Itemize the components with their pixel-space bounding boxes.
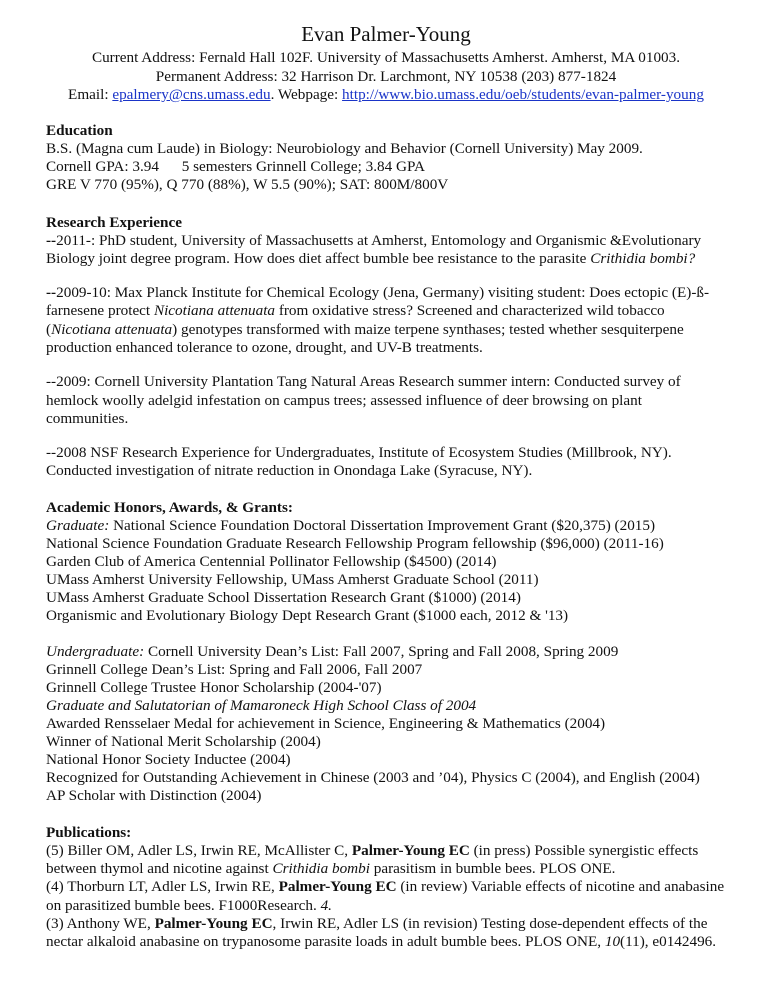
publication-text: (4) Thorburn LT, Adler LS, Irwin RE, [46, 878, 275, 896]
honor-item: Recognized for Outstanding Achievement in Chinese (2003 and ’04), Physics C (2004), and English (2004) [46, 768, 700, 786]
research-item [46, 232, 726, 269]
honor-item [46, 517, 726, 535]
research-item [46, 284, 726, 357]
publication-text: (in review) Variable effects of nicotine and anabasine on parasitized bumble bees. F1000Research. [46, 878, 725, 914]
honor-text: Cornell University Dean’s List: Fall 2007, Spring and Fall 2008, Spring 2009 [147, 642, 619, 660]
current-address: Current Address: Fernald Hall 102F. University of Massachusetts Amherst. Amherst, MA 01003. [91, 49, 681, 66]
publication-item [46, 915, 726, 952]
research-item-text: 2011-: PhD student, University of Massachusetts at Amherst, Entomology and Organismic &Evolutionary Biology joint degree program. How does diet affect bumble bee resistance to the parasite [46, 231, 702, 267]
webpage-link[interactable]: http://www.bio.umass.edu/oeb/students/evan-palmer-young [342, 86, 704, 103]
highschool-heading: Graduate and Salutatorian of Mamaroneck High School Class of 2004 [46, 696, 477, 714]
publication-author-bold: Palmer-Young EC [154, 914, 273, 932]
resume-page [46, 22, 726, 952]
education-line: Cornell GPA: 3.94 5 semesters Grinnell College; 3.84 GPA [46, 157, 425, 175]
research-item-italic: Nicotiana attenuata [51, 320, 173, 338]
research-section [46, 214, 726, 481]
publications-heading: Publications: [46, 823, 132, 841]
contact-line [46, 86, 726, 105]
honor-text: National Science Foundation Doctoral Dissertation Improvement Grant ($20,375) (2015) [113, 516, 656, 534]
honor-item: National Honor Society Inductee (2004) [46, 750, 291, 768]
email-link[interactable]: epalmery@cns.umass.edu [112, 86, 271, 103]
research-heading: Research Experience [46, 213, 182, 231]
honor-item: Awarded Rensselaer Medal for achievement in Science, Engineering & Mathematics (2004) [46, 714, 606, 732]
research-item-italic: Nicotiana attenuata [153, 302, 276, 320]
honor-item: UMass Amherst University Fellowship, UMass Amherst Graduate School (2011) [46, 570, 539, 588]
honor-item [46, 697, 726, 715]
publication-text: (11), e0142496. [620, 933, 717, 951]
publication-item [46, 842, 726, 879]
education-line: B.S. (Magna cum Laude) in Biology: Neurobiology and Behavior (Cornell University) May 2009. [46, 139, 643, 157]
honor-item: AP Scholar with Distinction (2004) [46, 786, 262, 804]
publication-text: (3) Anthony WE, [46, 914, 151, 932]
publication-author-bold: Palmer-Young EC [351, 841, 470, 859]
publication-italic: 10 [604, 933, 621, 951]
permanent-address: Permanent Address: 32 Harrison Dr. Larchmont, NY 10538 (203) 877-1824 [155, 67, 617, 85]
honor-item: UMass Amherst Graduate School Dissertation Research Grant ($1000) (2014) [46, 588, 521, 606]
webpage-label: . Webpage: [270, 86, 339, 103]
honor-item [46, 643, 726, 661]
email-label: Email: [68, 86, 109, 103]
undergraduate-label: Undergraduate: [46, 642, 145, 660]
research-item-italic: Crithidia bombi? [590, 249, 696, 267]
publication-text: (in press) Possible synergistic effects between thymol and nicotine against [46, 841, 699, 878]
research-item-text: ) genotypes transformed with maize terpene synthases; tested whether sesquiterpene production enhanced tolerance to ozone, drought, and UV-B treatments. [46, 320, 684, 356]
education-section [46, 122, 726, 194]
honor-item: Garden Club of America Centennial Pollinator Fellowship ($4500) (2014) [46, 552, 497, 570]
research-item-marker: -- [46, 284, 57, 302]
honor-item: Grinnell College Dean’s List: Spring and Fall 2006, Fall 2007 [46, 660, 423, 678]
honor-item: Winner of National Merit Scholarship (2004) [46, 732, 321, 750]
publication-author-bold: Palmer-Young EC [278, 878, 397, 896]
honors-heading: Academic Honors, Awards, & Grants: [46, 498, 293, 516]
research-item-marker: -- [46, 231, 57, 249]
research-item-text: from oxidative stress? Screened and characterized wild tobacco ( [46, 302, 665, 338]
honors-section [46, 499, 726, 805]
education-heading: Education [46, 121, 113, 139]
honor-item: Organismic and Evolutionary Biology Dept Research Grant ($1000 each, 2012 & '13) [46, 606, 569, 624]
publication-text: (5) Biller OM, Adler LS, Irwin RE, McAllister C, [46, 841, 349, 859]
publication-text: , Irwin RE, Adler LS (in revision) Testing dose-dependent effects of the nectar alkaloid anabasine on trypanosome parasite loads in adult bumble bees. PLOS ONE, [46, 914, 708, 951]
research-item: --2008 NSF Research Experience for Undergraduates, Institute of Ecosystem Studies (Millbrook, NY). Conducted investigation of nitrate reduction in Onondaga Lake (Syracuse, NY). [46, 444, 672, 480]
publications-section [46, 824, 726, 952]
education-line: GRE V 770 (95%), Q 770 (88%), W 5.5 (90%); SAT: 800M/800V [46, 175, 449, 193]
publication-item [46, 878, 726, 915]
resume-name: Evan Palmer-Young [301, 22, 471, 46]
publication-italic: Crithidia bombi [272, 860, 370, 878]
honor-item: Grinnell College Trustee Honor Scholarship (2004-'07) [46, 678, 382, 696]
research-item-text: 2009-10: Max Planck Institute for Chemical Ecology (Jena, Germany) visiting student: Does ectopic (E)-ß-farnesene protect [46, 284, 710, 320]
publication-text: parasitism in bumble bees. PLOS ONE. [373, 860, 616, 878]
graduate-label: Graduate: [46, 516, 110, 534]
research-item: --2009: Cornell University Plantation Tang Natural Areas Research summer intern: Conducted survey of hemlock woolly adelgid infestation on campus trees; assessed influence of deer browsing on plant communities. [46, 373, 681, 427]
honor-item: National Science Foundation Graduate Research Fellowship Program fellowship ($96,000) (2011-16) [46, 534, 664, 552]
publication-italic: 4. [320, 896, 332, 914]
